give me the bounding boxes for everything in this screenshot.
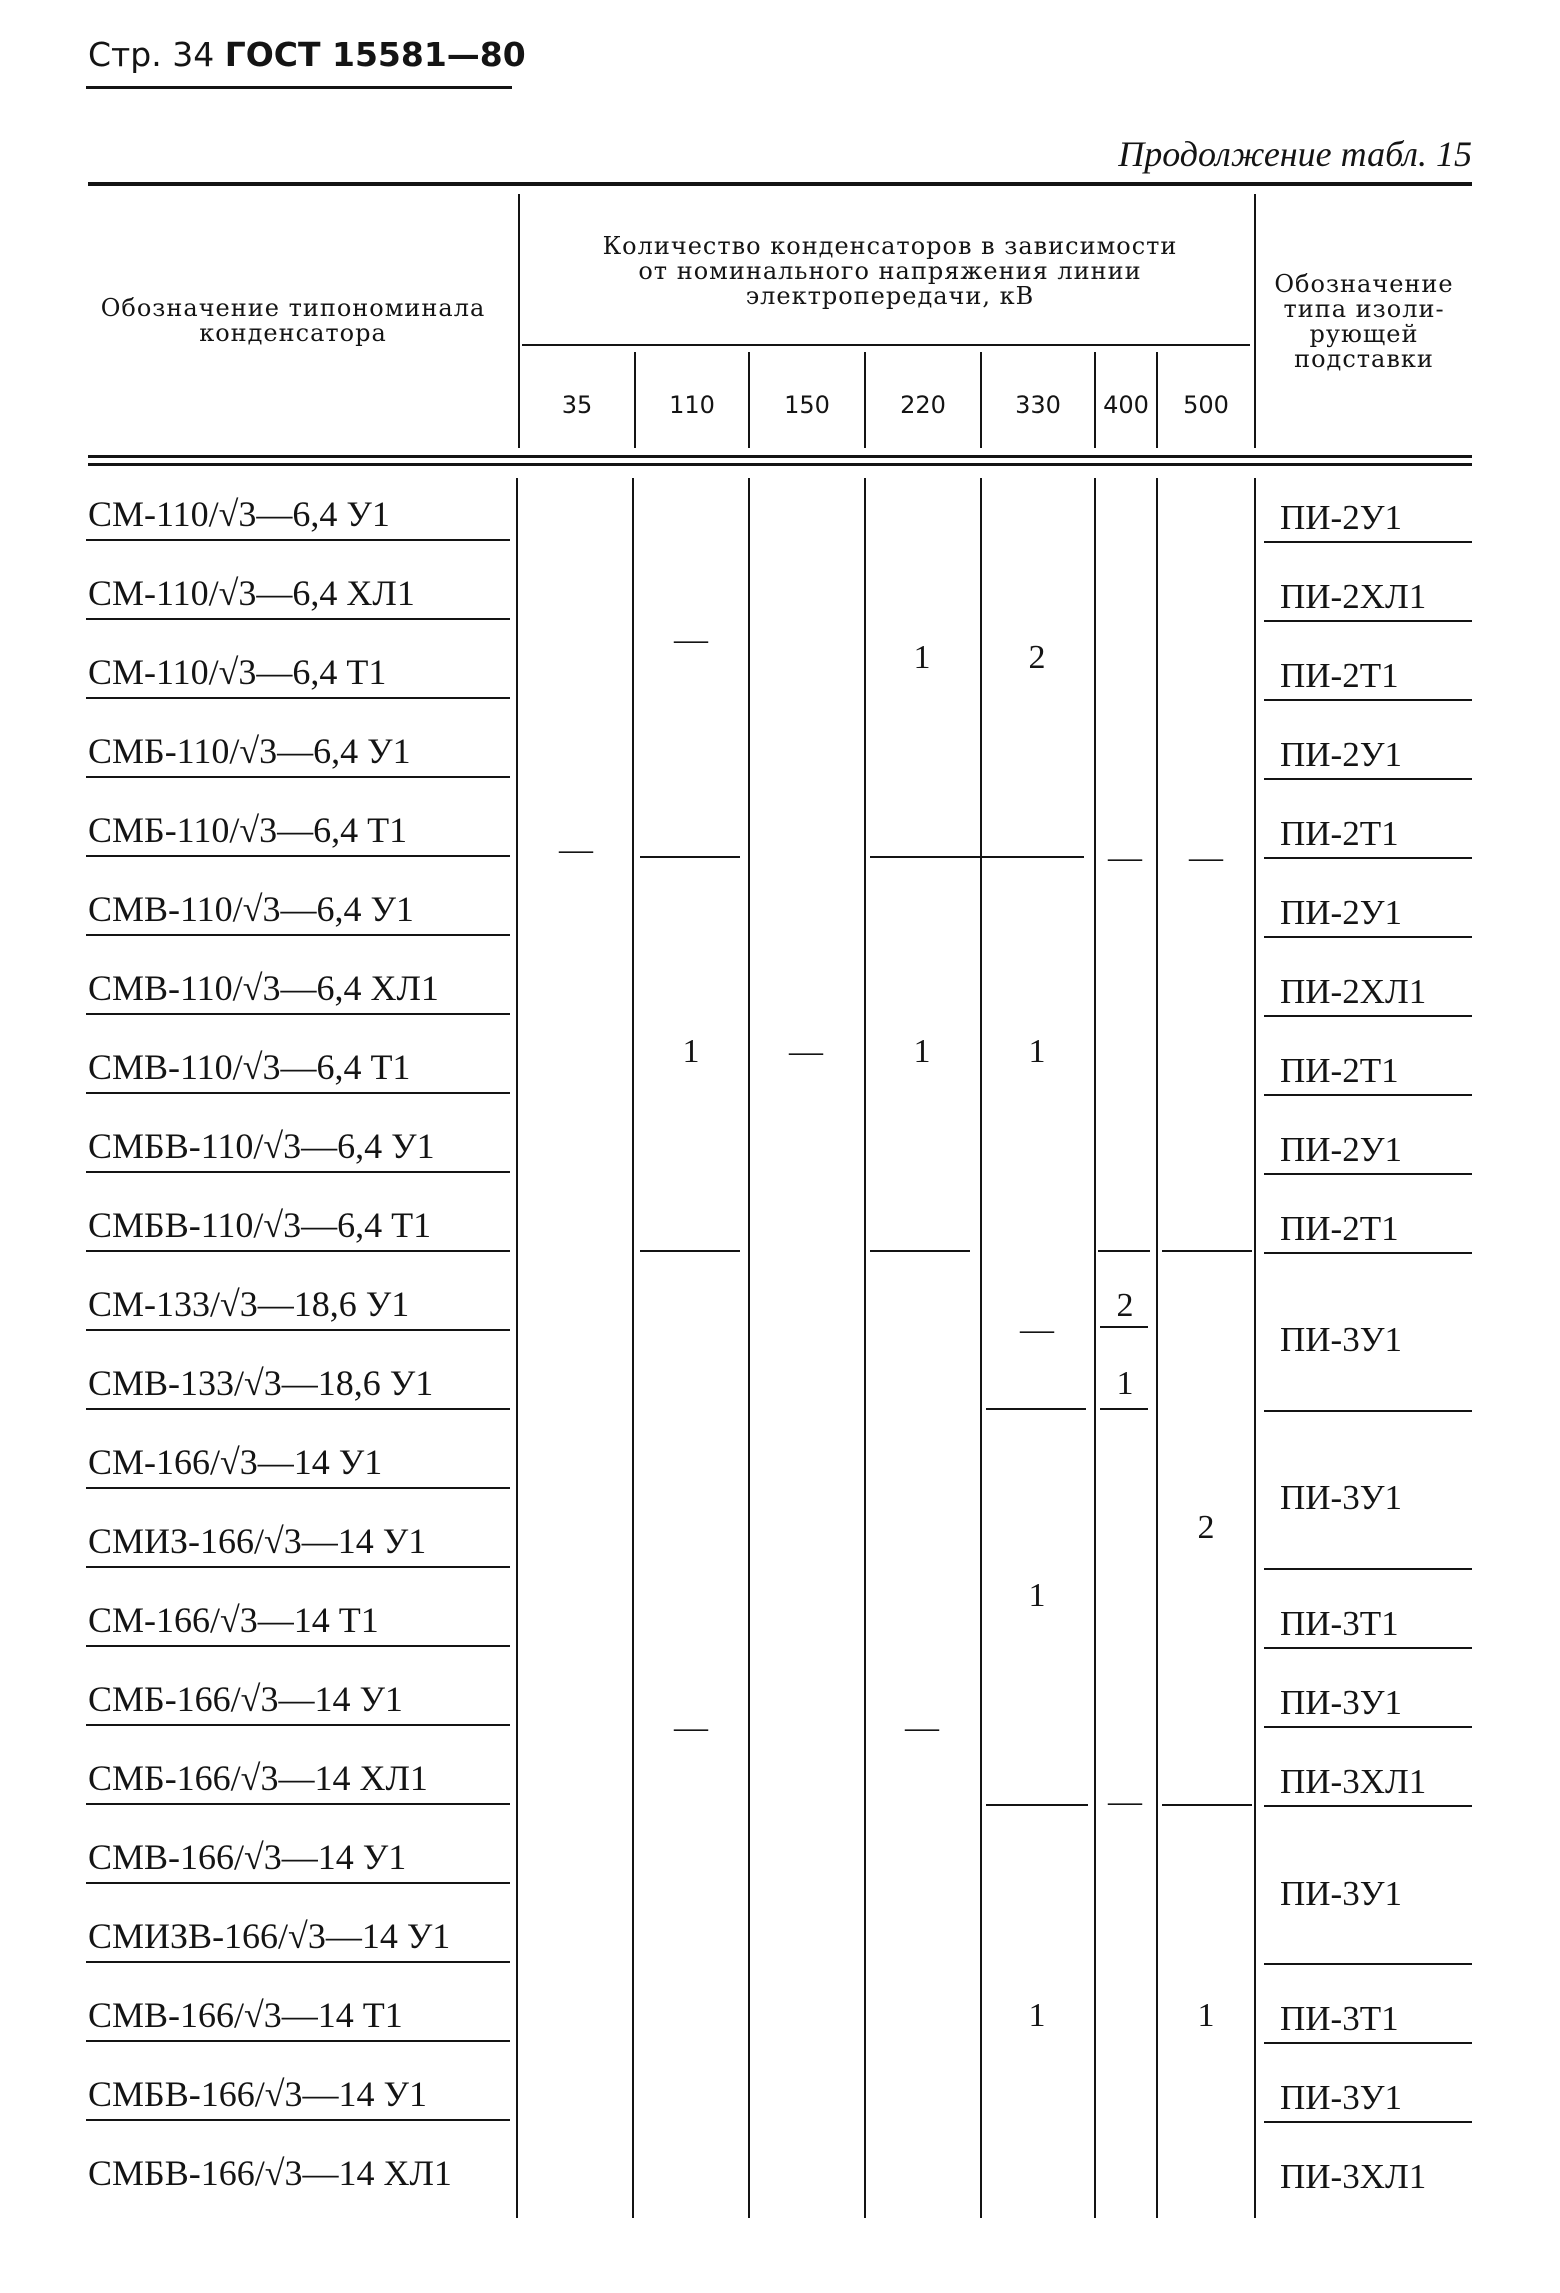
- row-rule: [1264, 778, 1472, 780]
- value-150-b: —: [789, 1033, 823, 1070]
- designation-cell: СМВ-110/√3—6,4 У1: [88, 889, 414, 929]
- stand-type-header-line: типа изоли-: [1283, 295, 1445, 323]
- stand-type-cell: ПИ-2У1: [1280, 893, 1402, 932]
- row-rule: [1264, 1410, 1472, 1412]
- stand-type-cell: ПИ-2У1: [1280, 1130, 1402, 1169]
- voltage-header-500: 500: [1183, 391, 1229, 419]
- stand-type-header-line: подставки: [1294, 345, 1434, 373]
- row-rule: [1264, 620, 1472, 622]
- stand-type-cell: ПИ-3У1: [1280, 1683, 1402, 1722]
- row-rule: [86, 1171, 510, 1173]
- value-330-e: 1: [1028, 1577, 1046, 1614]
- col-divider-2b: [632, 478, 634, 2218]
- designation-cell: СМБВ-166/√3—14 У1: [88, 2074, 427, 2114]
- col-divider-1b: [516, 478, 518, 2218]
- designation-cell: СМ-166/√3—14 Т1: [88, 1600, 379, 1640]
- row-rule: [1264, 1252, 1472, 1254]
- row-rule: [86, 1487, 510, 1489]
- block-rule: [640, 1250, 740, 1252]
- row-rule: [86, 934, 510, 936]
- stand-type-header-line: Обозначение: [1274, 270, 1454, 298]
- designation-cell: СМИЗ-166/√3—14 У1: [88, 1521, 427, 1561]
- row-rule: [86, 1092, 510, 1094]
- table-top-rule: [88, 182, 1472, 186]
- designation-cell: СМИЗВ-166/√3—14 У1: [88, 1916, 451, 1956]
- value-500-h: 1: [1197, 1997, 1215, 2034]
- value-500-a: —: [1189, 839, 1223, 876]
- designation-cell: СМБ-166/√3—14 ХЛ1: [88, 1758, 428, 1798]
- row-rule: [86, 2040, 510, 2042]
- row-rule: [86, 1645, 510, 1647]
- block-rule: [986, 1408, 1086, 1410]
- designation-cell: СМБВ-166/√3—14 ХЛ1: [88, 2153, 452, 2193]
- designation-cell: СМВ-110/√3—6,4 Т1: [88, 1047, 411, 1087]
- row-rule: [1264, 1963, 1472, 1965]
- row-rule: [86, 618, 510, 620]
- block-rule: [1162, 1804, 1252, 1806]
- voltage-header-150: 150: [784, 391, 830, 419]
- row-rule: [86, 2119, 510, 2121]
- row-rule: [86, 1961, 510, 1963]
- stand-type-cell: ПИ-2Т1: [1280, 1051, 1399, 1090]
- designation-cell: СМВ-133/√3—18,6 У1: [88, 1363, 434, 1403]
- stand-type-cell: ПИ-3Т1: [1280, 1604, 1399, 1643]
- col-divider-4b: [864, 478, 866, 2218]
- row-rule: [1264, 1015, 1472, 1017]
- row-rule: [1264, 699, 1472, 701]
- designation-cell: СМБВ-110/√3—6,4 Т1: [88, 1205, 432, 1245]
- value-400-a: —: [1108, 839, 1142, 876]
- row-rule: [86, 1250, 510, 1252]
- table-caption: Продолжение табл. 15: [1118, 134, 1472, 174]
- row-rule: [86, 1566, 510, 1568]
- stand-type-cell: ПИ-3У1: [1280, 1478, 1402, 1517]
- value-110-a: —: [674, 621, 708, 658]
- row-rule: [1264, 1568, 1472, 1570]
- col-divider-3b: [748, 478, 750, 2218]
- stand-type-cell: ПИ-2ХЛ1: [1280, 972, 1427, 1011]
- designation-cell: СМБ-110/√3—6,4 Т1: [88, 810, 408, 850]
- designation-cell: СМВ-166/√3—14 У1: [88, 1837, 407, 1877]
- block-rule: [870, 1250, 970, 1252]
- row-rule: [86, 697, 510, 699]
- col-divider-6b: [1094, 478, 1096, 2218]
- row-rule: [1264, 936, 1472, 938]
- designation-cell: СМБ-166/√3—14 У1: [88, 1679, 403, 1719]
- row-rule: [1264, 1647, 1472, 1649]
- stand-type-header-line: рующей: [1309, 320, 1419, 348]
- header-bottom-rule-1: [88, 455, 1472, 458]
- group-header: [560, 234, 1220, 309]
- row-rule: [1264, 1726, 1472, 1728]
- row-rule: [1264, 2121, 1472, 2123]
- row-rule: [1264, 2042, 1472, 2044]
- stand-type-cell: ПИ-3У1: [1280, 2078, 1402, 2117]
- block-rule: [640, 856, 740, 858]
- stand-type-cell: ПИ-3ХЛ1: [1280, 1762, 1427, 1801]
- col-divider-8: [1254, 194, 1256, 448]
- stand-type-cell: ПИ-2У1: [1280, 498, 1402, 537]
- row-rule: [86, 855, 510, 857]
- value-110-b: 1: [682, 1033, 700, 1070]
- value-400-d: 1: [1116, 1365, 1134, 1402]
- voltage-header-220: 220: [900, 391, 946, 419]
- col1-header-line: конденсатора: [199, 319, 387, 347]
- stand-type-header: [1258, 272, 1470, 372]
- stand-type-cell: ПИ-3ХЛ1: [1280, 2157, 1427, 2196]
- voltage-header-330: 330: [1015, 391, 1061, 419]
- stand-type-cell: ПИ-2ХЛ1: [1280, 577, 1427, 616]
- col-divider-7b: [1156, 478, 1158, 2218]
- row-rule: [1264, 541, 1472, 543]
- value-220-b: 1: [913, 1033, 931, 1070]
- header-rule: [86, 86, 512, 89]
- stand-type-cell: ПИ-3У1: [1280, 1874, 1402, 1913]
- col1-header-line: Обозначение типономинала: [100, 294, 486, 322]
- value-110-f: —: [674, 1709, 708, 1746]
- designation-cell: СМБ-110/√3—6,4 У1: [88, 731, 411, 771]
- row-rule: [1264, 1805, 1472, 1807]
- voltage-header-400: 400: [1103, 391, 1149, 419]
- voltage-header-35: 35: [561, 391, 593, 419]
- value-330-c: —: [1020, 1311, 1054, 1348]
- designation-cell: СМВ-166/√3—14 Т1: [88, 1995, 403, 2035]
- block-rule: [986, 1804, 1088, 1806]
- group-header-line: Количество конденсаторов в зависимости: [602, 232, 1178, 260]
- row-rule: [1264, 1094, 1472, 1096]
- value-500-e: 2: [1197, 1509, 1215, 1546]
- designation-cell: СМ-133/√3—18,6 У1: [88, 1284, 410, 1324]
- block-rule: [1162, 1250, 1252, 1252]
- designation-cell: СМ-110/√3—6,4 ХЛ1: [88, 573, 415, 613]
- stand-type-cell: ПИ-2Т1: [1280, 1209, 1399, 1248]
- stand-type-cell: ПИ-3У1: [1280, 1320, 1402, 1359]
- value-330-h: 1: [1028, 1997, 1046, 2034]
- designation-cell: СМ-110/√3—6,4 У1: [88, 494, 390, 534]
- designation-cell: СМБВ-110/√3—6,4 У1: [88, 1126, 435, 1166]
- row-rule: [1264, 1173, 1472, 1175]
- row-rule: [86, 539, 510, 541]
- stand-type-cell: ПИ-2Т1: [1280, 656, 1399, 695]
- block-rule: [1100, 1408, 1148, 1410]
- value-35: —: [559, 831, 593, 868]
- stand-type-cell: ПИ-2У1: [1280, 735, 1402, 774]
- block-rule: [870, 856, 1084, 858]
- group-header-line: электропередачи, кВ: [745, 282, 1035, 310]
- stand-type-cell: ПИ-2Т1: [1280, 814, 1399, 853]
- designation-cell: СМ-110/√3—6,4 Т1: [88, 652, 387, 692]
- value-330-a: 2: [1028, 639, 1046, 676]
- designation-cell: СМ-166/√3—14 У1: [88, 1442, 383, 1482]
- header-bottom-rule-2: [88, 463, 1472, 466]
- row-rule: [86, 776, 510, 778]
- page-number: Стр. 34: [88, 35, 215, 74]
- group-header-line: от номинального напряжения линии: [638, 257, 1142, 285]
- row-rule: [1264, 857, 1472, 859]
- col1-header: [88, 296, 498, 346]
- row-rule: [86, 1803, 510, 1805]
- row-rule: [86, 1408, 510, 1410]
- row-rule: [86, 1329, 510, 1331]
- value-220-a: 1: [913, 639, 931, 676]
- row-rule: [86, 1724, 510, 1726]
- value-400-c: 2: [1116, 1287, 1134, 1324]
- standard-number: ГОСТ 15581—80: [224, 35, 526, 74]
- page-header: [88, 32, 526, 78]
- col-divider-8b: [1254, 478, 1256, 2218]
- row-rule: [86, 1882, 510, 1884]
- voltage-header-110: 110: [669, 391, 715, 419]
- block-rule: [1100, 1326, 1148, 1328]
- block-rule: [1098, 1250, 1150, 1252]
- designation-cell: СМВ-110/√3—6,4 ХЛ1: [88, 968, 439, 1008]
- stand-type-cell: ПИ-3Т1: [1280, 1999, 1399, 2038]
- row-rule: [86, 1013, 510, 1015]
- group-header-rule: [522, 344, 1250, 346]
- value-220-f: —: [905, 1709, 939, 1746]
- value-330-b: 1: [1028, 1033, 1046, 1070]
- value-400-g: —: [1108, 1783, 1142, 1820]
